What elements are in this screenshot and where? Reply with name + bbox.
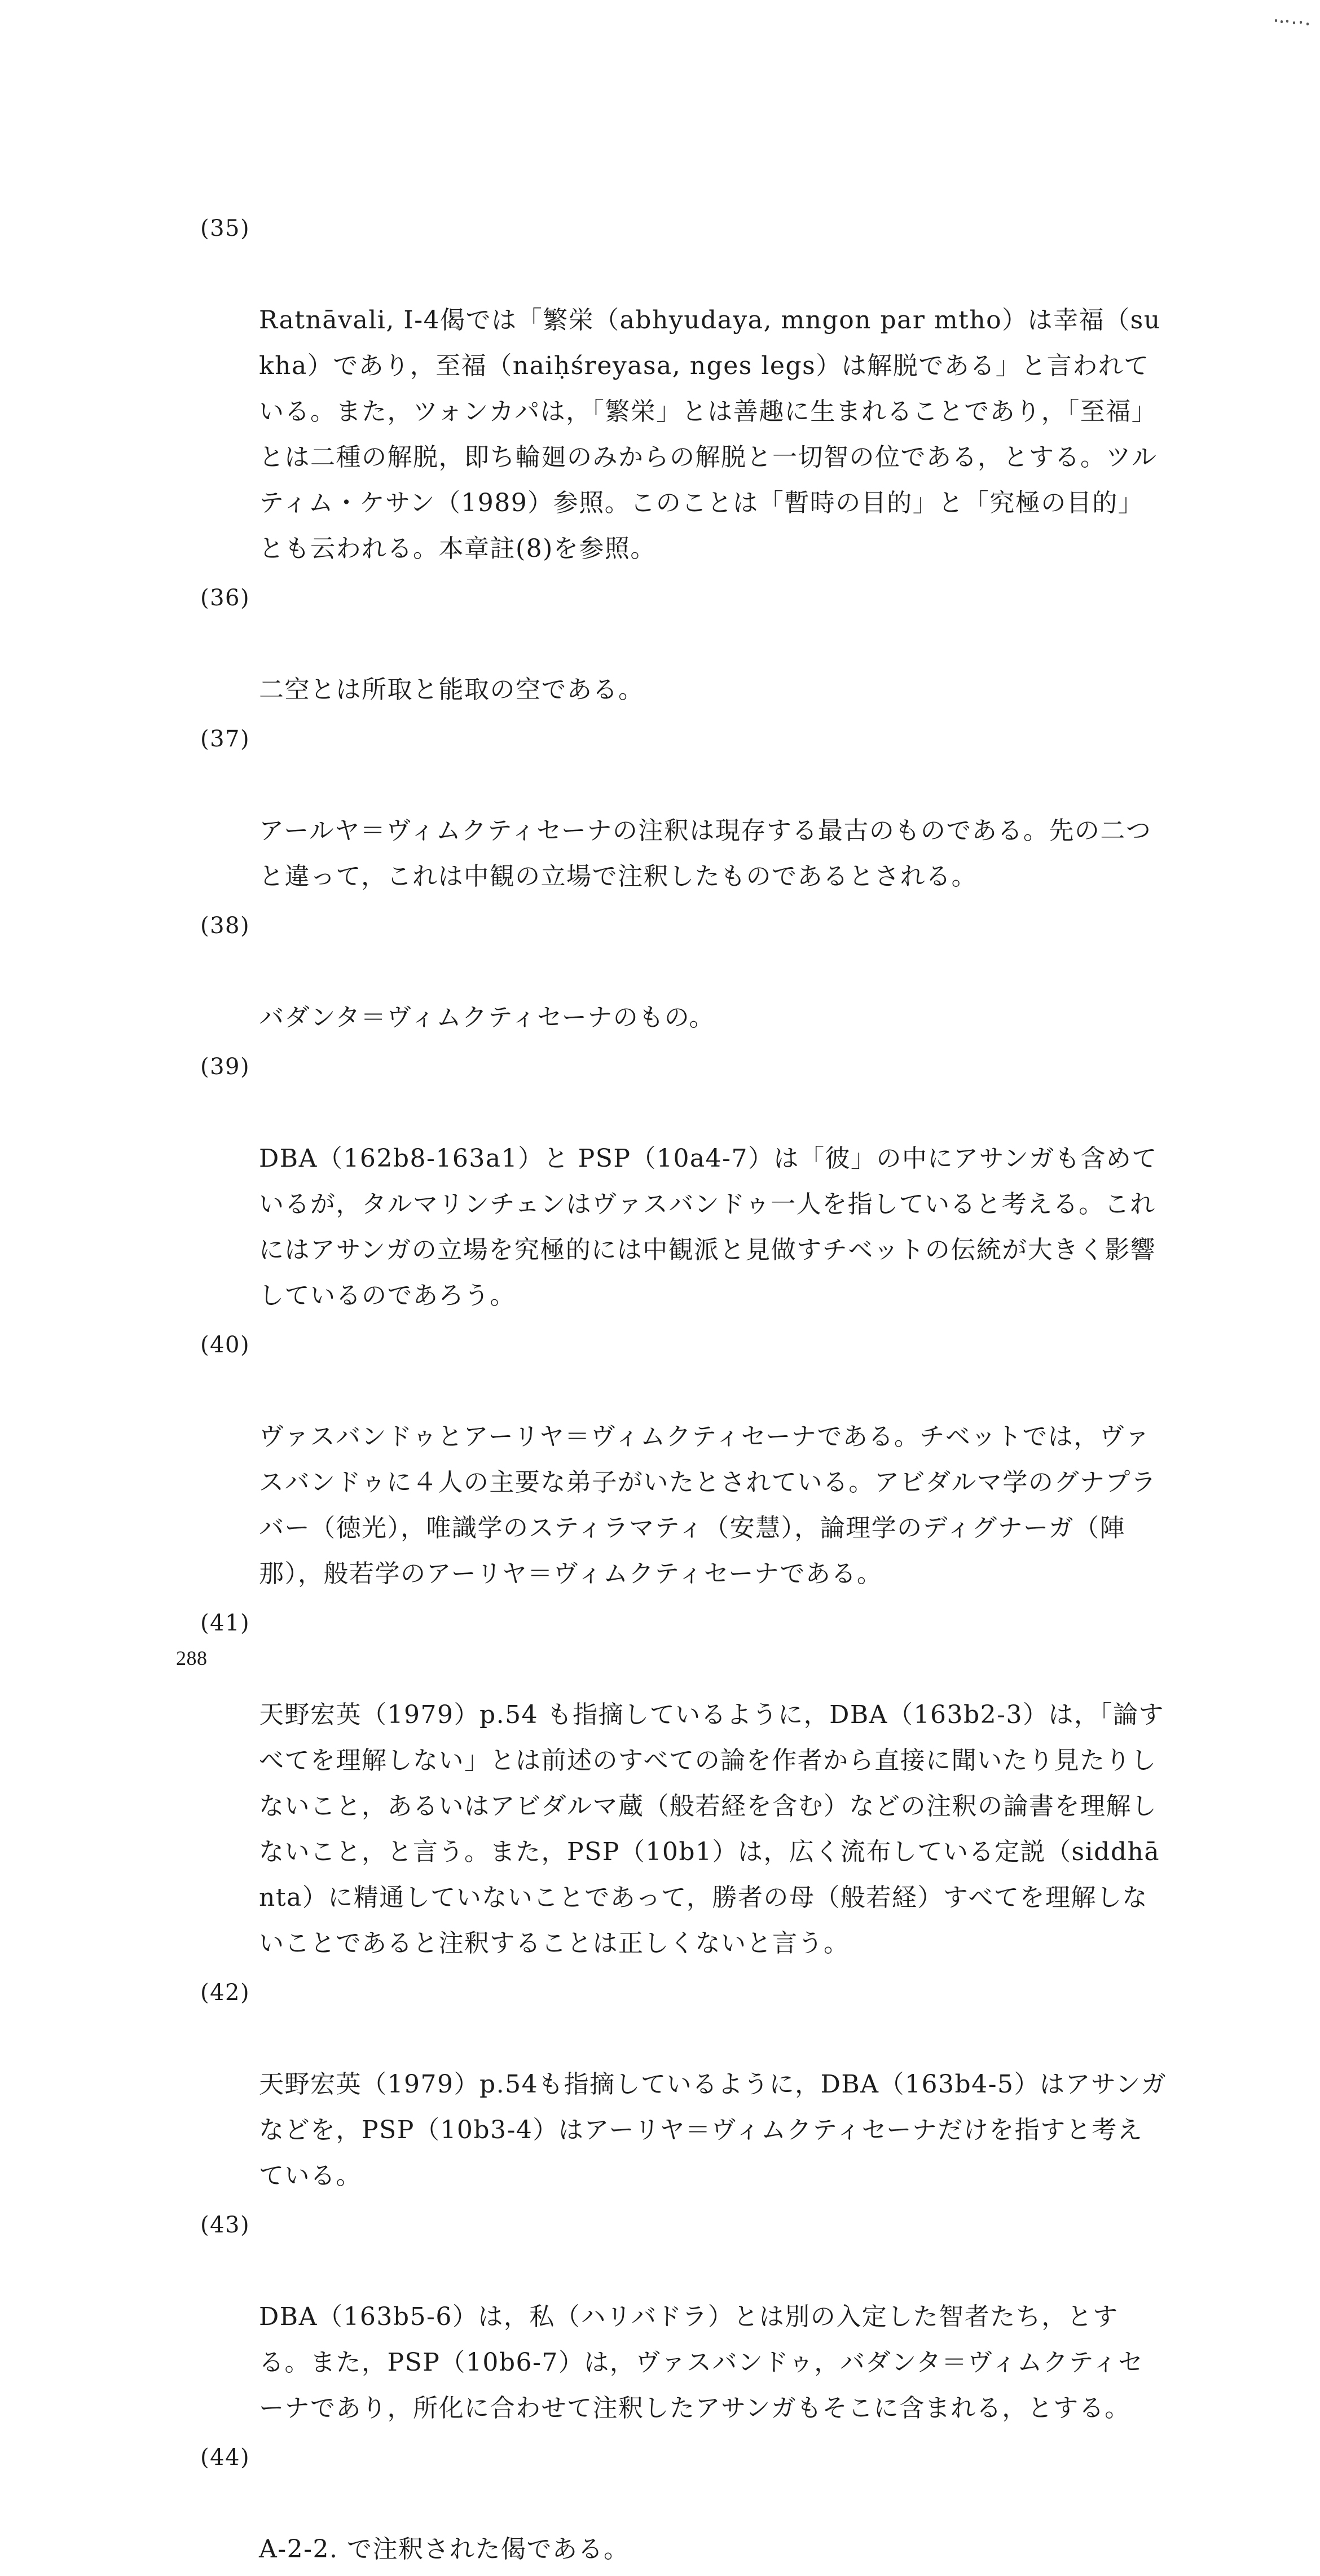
endnote-40: [200, 1322, 1168, 1597]
endnote-43: [200, 2203, 1168, 2431]
scan-artifact-dot: [1286, 20, 1288, 23]
endnote-38: [200, 903, 1168, 1040]
endnote-36: [200, 575, 1168, 713]
endnote-text: DBA（162b8-163a1）と PSP（10a4-7）は「彼」の中にアサンガも含めているが，タルマリンチェンはヴァスバンドゥ一人を指していると考える。これにはアサンガの立場を究極的には中観派と見做すチベットの伝統が大きく影響しているのであろう。: [259, 1144, 1158, 1310]
endnote-number: (37): [200, 726, 250, 752]
endnote-37: [200, 716, 1168, 899]
endnote-number: (38): [200, 913, 250, 939]
endnote-number: (40): [200, 1332, 250, 1358]
endnote-text: 二空とは所取と能取の空である。: [259, 675, 644, 704]
endnote-number: (42): [200, 1980, 250, 2006]
endnote-44: [200, 2435, 1168, 2572]
scan-artifact-dot: [1300, 21, 1302, 24]
endnote-text: バダンタ＝ヴィムクティセーナのもの。: [259, 1003, 715, 1032]
scan-artifact-dot: [1306, 23, 1309, 25]
scan-artifact-dot: [1293, 21, 1295, 24]
endnote-number: (44): [200, 2445, 250, 2471]
endnote-text: Ratnāvali, I-4偈では「繁栄（abhyudaya, mngon par mtho）は幸福（sukha）であり，至福（naiḥśreyasa, nges legs）は解脱である」と言われている。また，ツォンカパは，「繁栄」とは善趣に生まれることであり，「至福」とは二種の解脱，即ち輪廻のみからの解脱と一切智の位である，とする。ツルティム・ケサン（1989）参照。このことは「暫時の目的」と「究極の目的」とも云われる。本章註(8)を参照。: [259, 306, 1161, 563]
endnote-text: DBA（163b5-6）は，私（ハリバドラ）とは別の入定した智者たち，とする。また，PSP（10b6-7）は，ヴァスバンドゥ，バダンタ＝ヴィムクティセーナであり，所化に合わせて注釈したアサンガもそこに含まれる，とする。: [259, 2302, 1144, 2423]
endnote-text: 天野宏英（1979）p.54 も指摘しているように，DBA（163b2-3）は，「論すべてを理解しない」とは前述のすべての論を作者から直接に聞いたり見たりしないこと，あるいはアビダルマ蔵（般若経を含む）などの注釈の論書を理解しないこと，と言う。また，PSP（10b1）は，広く流布している定説（siddhānta）に精通していないことであって，勝者の母（般若経）すべてを理解しないことであると注釈することは正しくないと言う。: [259, 1700, 1164, 1958]
endnote-number: (35): [200, 216, 250, 241]
endnote-number: (41): [200, 1610, 250, 1636]
endnote-text: A-2-2. で注釈された偈である。: [259, 2535, 630, 2564]
endnote-number: (43): [200, 2212, 250, 2238]
scan-artifact-dot: [1281, 20, 1283, 23]
page-number: 288: [176, 1647, 208, 1669]
endnote-35: [200, 206, 1168, 572]
endnote-41: [200, 1601, 1168, 1966]
endnote-number: (39): [200, 1054, 250, 1080]
endnotes-list: [200, 206, 1168, 2576]
endnote-number: (36): [200, 585, 250, 611]
endnote-text: 天野宏英（1979）p.54も指摘しているように，DBA（163b4-5）はアサンガなどを，PSP（10b3-4）はアーリヤ＝ヴィムクティセーナだけを指すと考えている。: [259, 2070, 1167, 2190]
scan-artifact-dot: [1275, 19, 1277, 22]
endnote-text: アールヤ＝ヴィムクティセーナの注釈は現存する最古のものである。先の二つと違って，これは中観の立場で注釈したものであるとされる。: [259, 816, 1152, 891]
endnote-39: [200, 1044, 1168, 1318]
endnote-42: [200, 1970, 1168, 2199]
scan-artifact: [1275, 17, 1320, 29]
endnote-text: ヴァスバンドゥとアーリヤ＝ヴィムクティセーナである。チベットでは，ヴァスバンドゥに４人の主要な弟子がいたとされている。アビダルマ学のグナプラバー（徳光），唯識学のスティラマティ（安慧），論理学のディグナーガ（陣那），般若学のアーリヤ＝ヴィムクティセーナである。: [259, 1422, 1157, 1588]
